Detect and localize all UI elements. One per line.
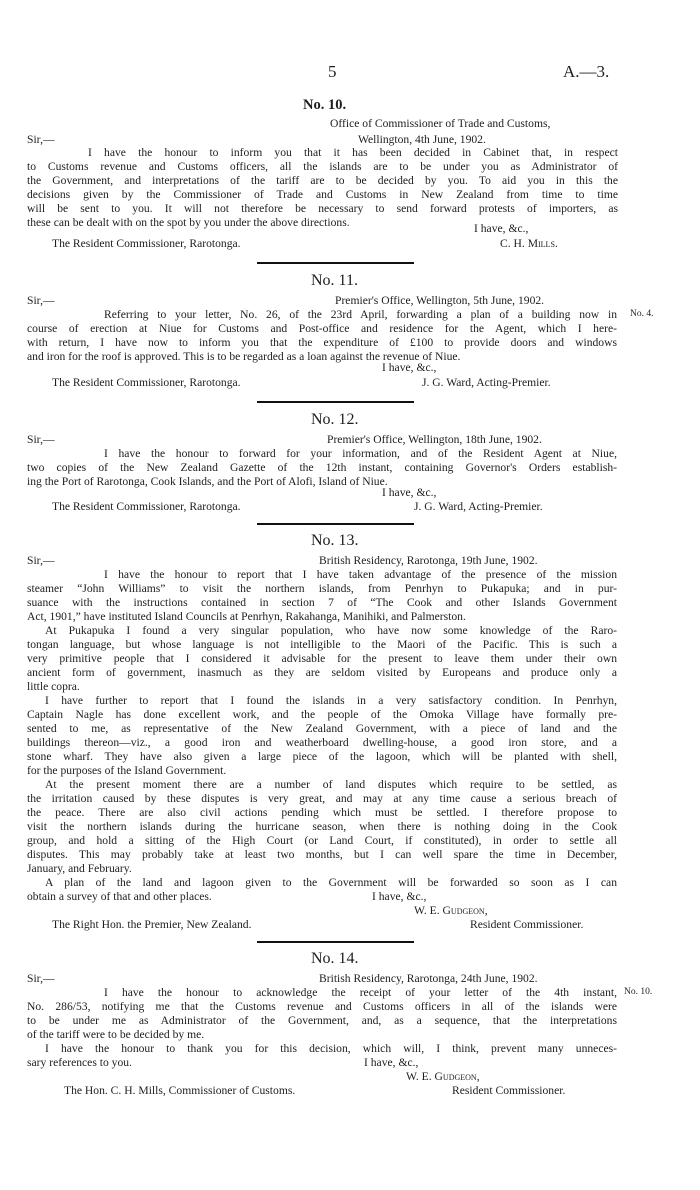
body-line: I have the honour to report that I have taken advantage of the presence of the mission bbox=[104, 568, 617, 581]
sender-address-line: Premier's Office, Wellington, 18th June, 1902. bbox=[327, 433, 542, 446]
closing: I have, &c., bbox=[382, 486, 437, 499]
body-line: very primitive people that I considered it advisable for the present to leave them under their own bbox=[27, 652, 617, 665]
body-line: of the tariff were to be decided by me. bbox=[27, 1028, 205, 1041]
body-line: two copies of the New Zealand Gazette of the 12th instant, containing Governor's Orders establish- bbox=[27, 461, 617, 474]
closing: I have, &c., bbox=[474, 222, 529, 235]
document-reference: A.—3. bbox=[563, 62, 610, 81]
signature-title: Resident Commissioner. bbox=[452, 1084, 566, 1097]
body-line: Referring to your letter, No. 26, of the 23rd April, forwarding a plan of a building now in bbox=[104, 308, 617, 321]
section-divider bbox=[257, 401, 414, 403]
body-line: I have the honour to forward for your information, and of the Resident Agent at Niue, bbox=[104, 447, 617, 460]
body-line: I have further to report that I found the islands in a very satisfactory condition. In Penrhyn, bbox=[45, 694, 617, 707]
sender-address-line: Wellington, 4th June, 1902. bbox=[358, 133, 486, 146]
body-line: with return, I have now to inform you that the expenditure of £100 to provide doors and windows bbox=[27, 336, 617, 349]
body-line: will be sent to you. It will not therefore be necessary to send forward protests of importers, as bbox=[27, 202, 618, 215]
body-line: obtain a survey of that and other places. bbox=[27, 890, 212, 903]
body-line: I have the honour to thank you for this decision, which will, I think, prevent many unneces- bbox=[45, 1042, 617, 1055]
body-line: and iron for the roof is approved. This is to be regarded as a loan against the revenue of Niue. bbox=[27, 350, 461, 363]
addressee: The Resident Commissioner, Rarotonga. bbox=[52, 376, 241, 389]
addressee: The Resident Commissioner, Rarotonga. bbox=[52, 500, 241, 513]
addressee: The Resident Commissioner, Rarotonga. bbox=[52, 237, 241, 250]
sender-address-line: British Residency, Rarotonga, 19th June, 1902. bbox=[319, 554, 538, 567]
body-line: I have the honour to acknowledge the receipt of your letter of the 4th instant, bbox=[104, 986, 617, 999]
section-divider bbox=[257, 523, 414, 525]
body-line: ing the Port of Rarotonga, Cook Islands, and the Port of Alofi, Island of Niue. bbox=[27, 475, 388, 488]
body-line: the peace. There are also civil actions pending which must be settled. I therefore propose to bbox=[27, 806, 617, 819]
body-line: group, and hold a sitting of the High Court (or Land Court, if constituted), in order to settle all bbox=[27, 834, 617, 847]
closing: I have, &c., bbox=[382, 361, 437, 374]
sender-address-line: British Residency, Rarotonga, 24th June, 1902. bbox=[319, 972, 538, 985]
body-line: tongan language, but whose language is not intelligible to the Maori of the Pacific. This is such a bbox=[27, 638, 617, 651]
letter-title: No. 13. bbox=[311, 532, 359, 549]
body-line: the Government, and interpretations of the tariff are to be decided by you. To aid you in this the bbox=[27, 174, 618, 187]
salutation: Sir,— bbox=[27, 554, 55, 567]
side-note: No. 4. bbox=[630, 309, 654, 319]
body-line: At the present moment there are a number of land disputes which require to be settled, as bbox=[45, 778, 617, 791]
sender-address-line: Office of Commissioner of Trade and Customs, bbox=[330, 117, 551, 130]
body-line: No. 286/53, notifying me that the Customs revenue and Customs officers in all of the islands were bbox=[27, 1000, 617, 1013]
letter-title: No. 12. bbox=[311, 411, 359, 428]
salutation: Sir,— bbox=[27, 294, 55, 307]
body-line: these can be dealt with on the spot by you under the above directions. bbox=[27, 216, 350, 229]
body-line: stone wharf. They have also given a large piece of the lagoon, which will be planted with shell, bbox=[27, 750, 617, 763]
letter-title: No. 11. bbox=[311, 272, 358, 289]
section-divider bbox=[257, 941, 414, 943]
body-line: sary references to you. bbox=[27, 1056, 132, 1069]
body-line: I have the honour to inform you that it has been decided in Cabinet that, in respect bbox=[88, 146, 618, 159]
body-line: to Customs revenue and Customs officers, all the islands are to be under you as Administrator of bbox=[27, 160, 618, 173]
body-line: Act, 1901,” have instituted Island Councils at Penrhyn, Rakahanga, Manihiki, and Palmerston. bbox=[27, 610, 466, 623]
section-divider bbox=[257, 262, 414, 264]
closing: I have, &c., bbox=[364, 1056, 419, 1069]
body-line: suance with the instructions contained in section 7 of “The Cook and other Islands Government bbox=[27, 596, 617, 609]
body-line: little copra. bbox=[27, 680, 80, 693]
letter-title: No. 10. bbox=[303, 97, 347, 113]
signature: J. G. Ward, Acting-Premier. bbox=[414, 500, 543, 513]
closing: I have, &c., bbox=[372, 890, 427, 903]
body-line: A plan of the land and lagoon given to the Government will be forwarded so soon as I can bbox=[45, 876, 617, 889]
body-line: At Pukapuka I found a very singular population, who have now some knowledge of the Raro- bbox=[45, 624, 617, 637]
body-line: to be under me as Administrator of the Government, and, as a sequence, that the interpretations bbox=[27, 1014, 617, 1027]
body-line: decisions given by the Commissioner of Trade and Customs in New Zealand from time to time bbox=[27, 188, 618, 201]
salutation: Sir,— bbox=[27, 133, 55, 146]
body-line: buildings thereon—viz., a good iron and weatherboard dwelling-house, a good iron store, and a bbox=[27, 736, 617, 749]
signature: J. G. Ward, Acting-Premier. bbox=[422, 376, 551, 389]
salutation: Sir,— bbox=[27, 433, 55, 446]
signature-name: W. E. Gudgeon, bbox=[406, 1070, 480, 1083]
body-line: visit the northern islands during the hurricane season, when there is nothing doing in the Cook bbox=[27, 820, 617, 833]
body-line: Captain Nagle has done excellent work, and the people of the Omoka Village have formally pre- bbox=[27, 708, 617, 721]
side-note: No. 10. bbox=[624, 987, 653, 997]
salutation: Sir,— bbox=[27, 972, 55, 985]
body-line: course of erection at Niue for Customs and Post-office and residence for the Agent, which I here- bbox=[27, 322, 617, 335]
signature-name: W. E. Gudgeon, bbox=[414, 904, 488, 917]
sender-address-line: Premier's Office, Wellington, 5th June, 1902. bbox=[335, 294, 545, 307]
signature: C. H. Mills. bbox=[500, 237, 558, 250]
letter-title: No. 14. bbox=[311, 950, 359, 967]
body-line: sented to me, as representative of the New Zealand Government, with a piece of land and the bbox=[27, 722, 617, 735]
addressee: The Hon. C. H. Mills, Commissioner of Customs. bbox=[64, 1084, 296, 1097]
addressee: The Right Hon. the Premier, New Zealand. bbox=[52, 918, 252, 931]
body-line: steamer “John Williams” to visit the northern islands, from Penrhyn to Pukapuka; and in pur- bbox=[27, 582, 617, 595]
signature-title: Resident Commissioner. bbox=[470, 918, 584, 931]
page-number: 5 bbox=[328, 62, 337, 81]
body-line: the irritation caused by these disputes is very great, and may at any time cause a serious breach of bbox=[27, 792, 617, 805]
body-line: disputes. This may probably take at least two months, but I can well spare the time in December, bbox=[27, 848, 617, 861]
body-line: ancient form of government, inasmuch as they are seldom visited by Europeans and produce only a bbox=[27, 666, 617, 679]
body-line: January, and February. bbox=[27, 862, 132, 875]
body-line: for the purposes of the Island Government. bbox=[27, 764, 227, 777]
